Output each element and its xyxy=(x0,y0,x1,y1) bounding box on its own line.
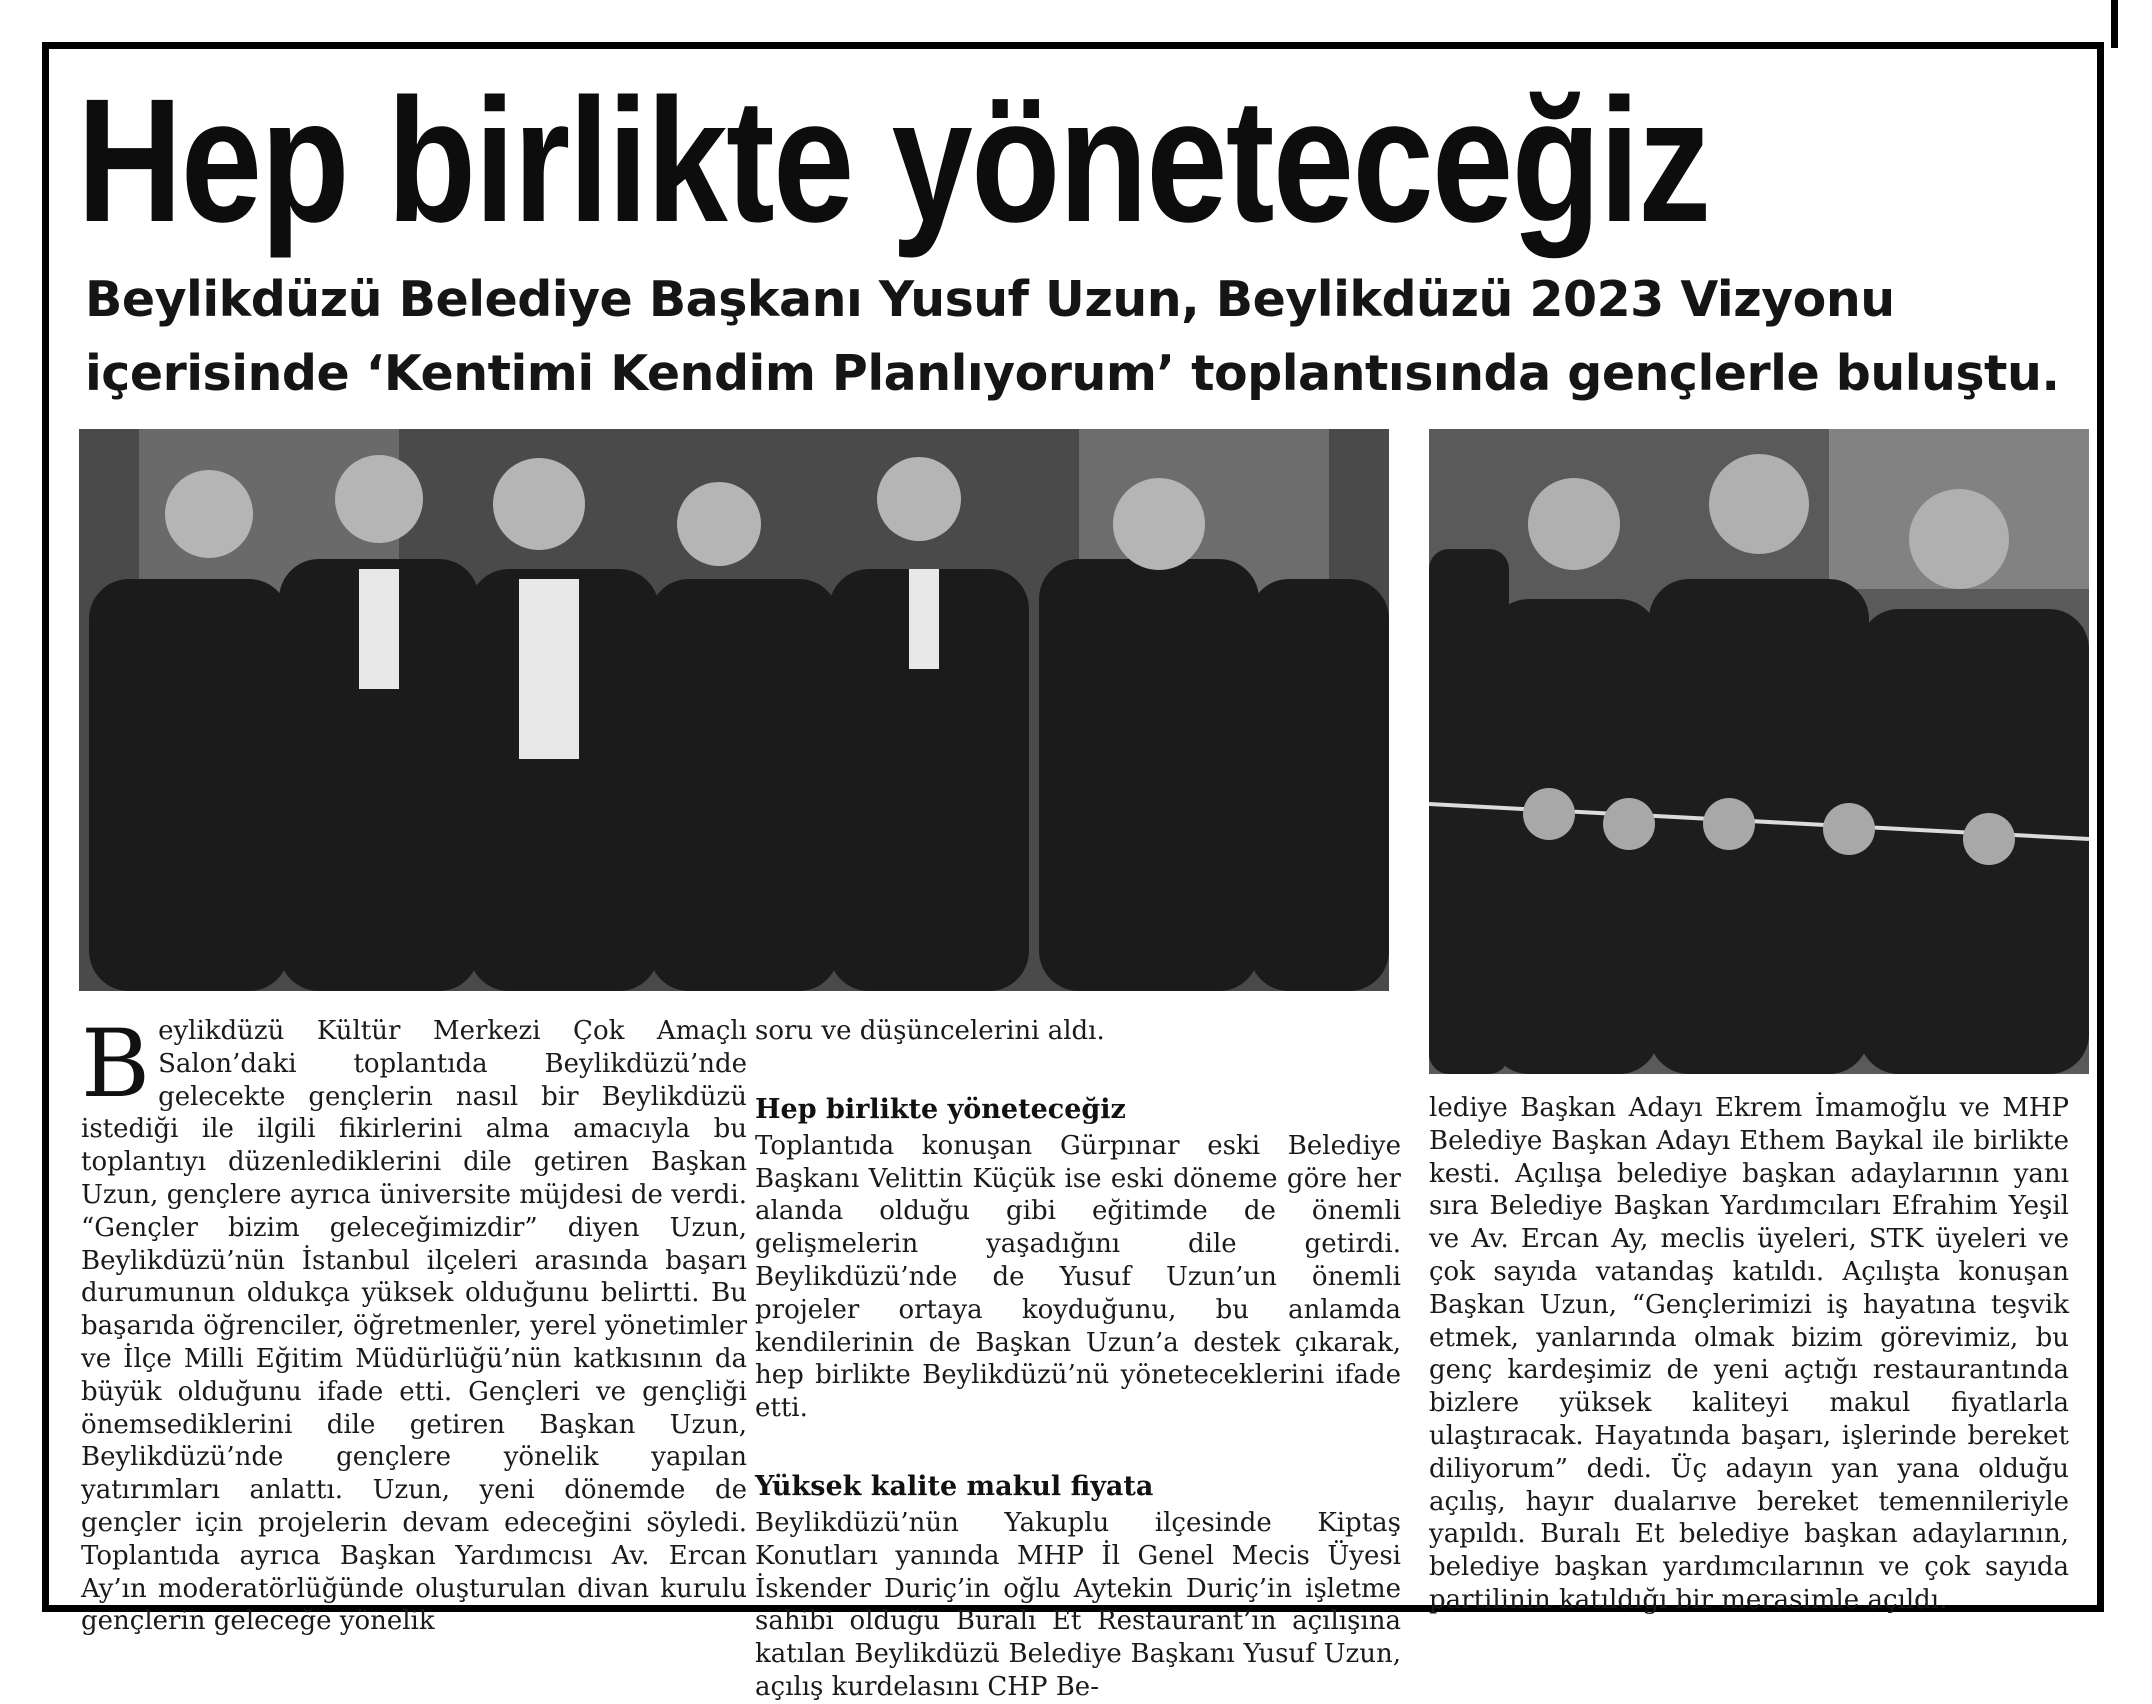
ribbon-cutting-photo xyxy=(1429,429,2089,1074)
article-column-2 xyxy=(755,1015,1401,1704)
subtitle: Beylikdüzü Belediye Başkanı Yusuf Uzun, Beylikdüzü 2023 Vizyonu içerisinde ‘Kentimi Kendim Planlıyorum’ toplantısında gençlerle buluştu. xyxy=(85,271,2060,402)
article-paragraph-1 xyxy=(81,1010,747,1638)
dropcap: B xyxy=(81,1010,151,1119)
headline: Hep birlikte yöneteceğiz xyxy=(77,63,1710,259)
article-frame xyxy=(42,42,2104,1702)
article-col3-text: lediye Başkan Adayı Ekrem İmamoğlu ve MHP Belediye Başkan Adayı Ethem Baykal ile birlikte kesti. Açılışa belediye başkan adaylarının yanı sıra Belediye Başkan Yardımcıları Efrahim Yeşil ve Av. Ercan Ay, meclis üyeleri, STK üyeleri ve çok sayıda vatandaş katıldı. Açılışta konuşan Başkan Uzun, “Gençlerimizi iş hayatına teşvik etmek, yanlarında olmak bizim görevimiz, bu genç kardeşimiz de yeni açtığı restaurantında bizlere yüksek kaliteyi makul fiyatlarla ulaştıracak. Hayatında başarı, işlerinde bereket diliyorum” dedi. Üç adayın yan yana olduğu açılış, hayır dualarıve bereket temennileriyle yapıldı. Buralı Et belediye başkan adaylarının, belediye başkan yardımcılarının ve çok sayıda partilinin katıldığı bir merasimle açıldı. xyxy=(1429,1093,2069,1615)
group-photo-illustration xyxy=(79,429,1389,991)
subhead-yuksek-kalite: Yüksek kalite makul fiyata xyxy=(755,1470,1154,1502)
top-edge-rule xyxy=(2111,0,2118,48)
group-photo xyxy=(79,429,1389,991)
article-col1-text: eylikdüzü Kültür Merkezi Çok Amaçlı Salon’daki toplantıda Beylikdüzü’nde gelecekte gençlerin nasıl bir Beylikdüzü istediği ile ilgili fikirlerini alma amacıyla bu toplantıyı düzenlediklerini dile getiren Başkan Uzun, gençlere ayrıca üniversite müjdesi de verdi. “Gençler bizim geleceğimizdir” diyen Uzun, Beylikdüzü’nün İstanbul ilçeleri arasında başarı durumunun oldukça yüksek olduğunu belirtti. Bu başarıda öğrenciler, öğretmenler, yerel yönetimler ve İlçe Milli Eğitim Müdürlüğü’nün katkısının da büyük olduğunu ifade etti. Gençleri ve gençliği önemsediklerini dile getiren Başkan Uzun, Beylikdüzü’nde gençlere yönelik yapılan yatırımları anlattı. Uzun, yeni dönemde de gençler için projelerin devam edeceğini söyledi. Toplantıda ayrıca Başkan Yardımcısı Av. Ercan Ay’ın moderatörlüğünde oluşturulan divan kurulu gençlerin geleceğe yönelik xyxy=(81,1016,747,1637)
article-column-1 xyxy=(81,1010,747,1638)
ribbon-cutting-photo-illustration xyxy=(1429,429,2089,1074)
article-col2-paragraph-2: Beylikdüzü’nün Yakuplu ilçesinde Kiptaş Konutları yanında MHP İl Genel Mecis Üyesi İskender Duriç’in oğlu Aytekin Duriç’in işletme sahibi olduğu Buralı Et Restaurant’ın açılışına katılan Beylikdüzü Belediye Başkanı Yusuf Uzun, açılış kurdelasını CHP Be- xyxy=(755,1507,1401,1702)
subhead-hep-birlikte: Hep birlikte yöneteceğiz xyxy=(755,1093,1126,1125)
article-col2-lead: soru ve düşüncelerini aldı. xyxy=(755,1016,1105,1046)
article-col2-paragraph-1: Toplantıda konuşan Gürpınar eski Belediye Başkanı Velittin Küçük ise eski döneme göre her alanda olduğu gibi eğitimde de önemli gelişmelerin yaşadığını dile getirdi. Beylikdüzü’nde de Yusuf Uzun’un önemli projeler ortaya koyduğunu, bu anlamda kendilerinin de Başkan Uzun’a destek çıkarak, hep birlikte Beylikdüzü’nü yöneteceklerini ifade etti. xyxy=(755,1130,1401,1424)
article-column-3 xyxy=(1429,1092,2069,1617)
